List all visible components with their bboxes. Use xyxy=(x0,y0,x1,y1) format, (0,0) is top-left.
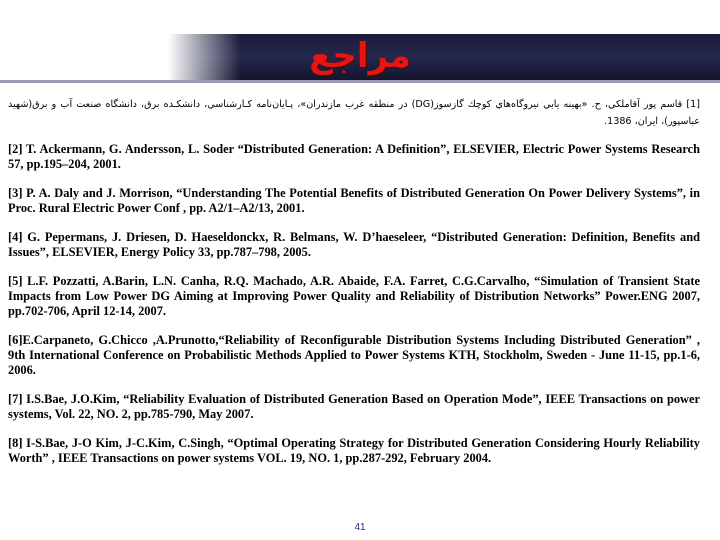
reference-item-7: [7] I.S.Bae, J.O.Kim, “Reliability Evaluation of Distributed Generation Based on Operation Mode”, IEEE Transactions on power systems, Vol. 22, NO. 2, pp.785-790, May 2007. xyxy=(8,392,700,421)
header-divider xyxy=(0,80,720,83)
reference-item-3: [3] P. A. Daly and J. Morrison, “Understanding The Potential Benefits of Distributed Generation On Power Delivery Systems”, in Proc. Rural Electric Power Conf , pp. A2/1–A2/13, 2001. xyxy=(8,186,700,215)
reference-item-4: [4] G. Pepermans, J. Driesen, D. Haeseldonckx, R. Belmans, W. D’haeseleer, “Distributed Generation: Definition, Benefits and Issues”, ELSEVIER, Energy Policy 33, pp.787–798, 2005. xyxy=(8,230,700,259)
reference-item-5: [5] L.F. Pozzatti, A.Barin, L.N. Canha, R.Q. Machado, A.R. Abaide, F.A. Farret, C.G.Carvalho, “Simulation of Transient State Impacts from Low Power DG Aiming at Improving Power Quality and Reliability of Distribution Networks” Power.ENG 2007, pp.702-706, April 12-14, 2007. xyxy=(8,274,700,318)
slide-title: مراجع xyxy=(309,36,411,76)
reference-item-8: [8] I-S.Bae, J-O Kim, J-C.Kim, C.Singh, “Optimal Operating Strategy for Distributed Generation Considering Hourly Reliability Worth” , IEEE Transactions on power systems VOL. 19, NO. 1, pp.287-292, February 2004. xyxy=(8,436,700,465)
reference-item-2: [2] T. Ackermann, G. Andersson, L. Soder “Distributed Generation: A Definition”, ELSEVIER, Electric Power Systems Research 57, pp.195–204, 2001. xyxy=(8,142,700,171)
reference-list xyxy=(8,96,700,480)
reference-item-1: [1] قاسم پور آقاملكي، ح. «بهينه يابي نيروگاه‌هاي كوچك گازسوز(DG) در منطقه غرب مازندران»، پـايان‌نامه كـارشناسي، دانشكـده برق، دانشگاه صنعت آب و برق(شهيد عباسپور)، ايران، 1386. xyxy=(8,99,700,127)
reference-item-6: [6]E.Carpaneto, G.Chicco ,A.Prunotto,“Reliability of Reconfigurable Distribution Systems Including Distributed Generation” , 9th International Conference on Probabilistic Methods Applied to Power Systems KTH, Stockholm, Sweden - June 11-15, pp.1-6, 2006. xyxy=(8,333,700,377)
page-number: 41 xyxy=(354,522,366,533)
